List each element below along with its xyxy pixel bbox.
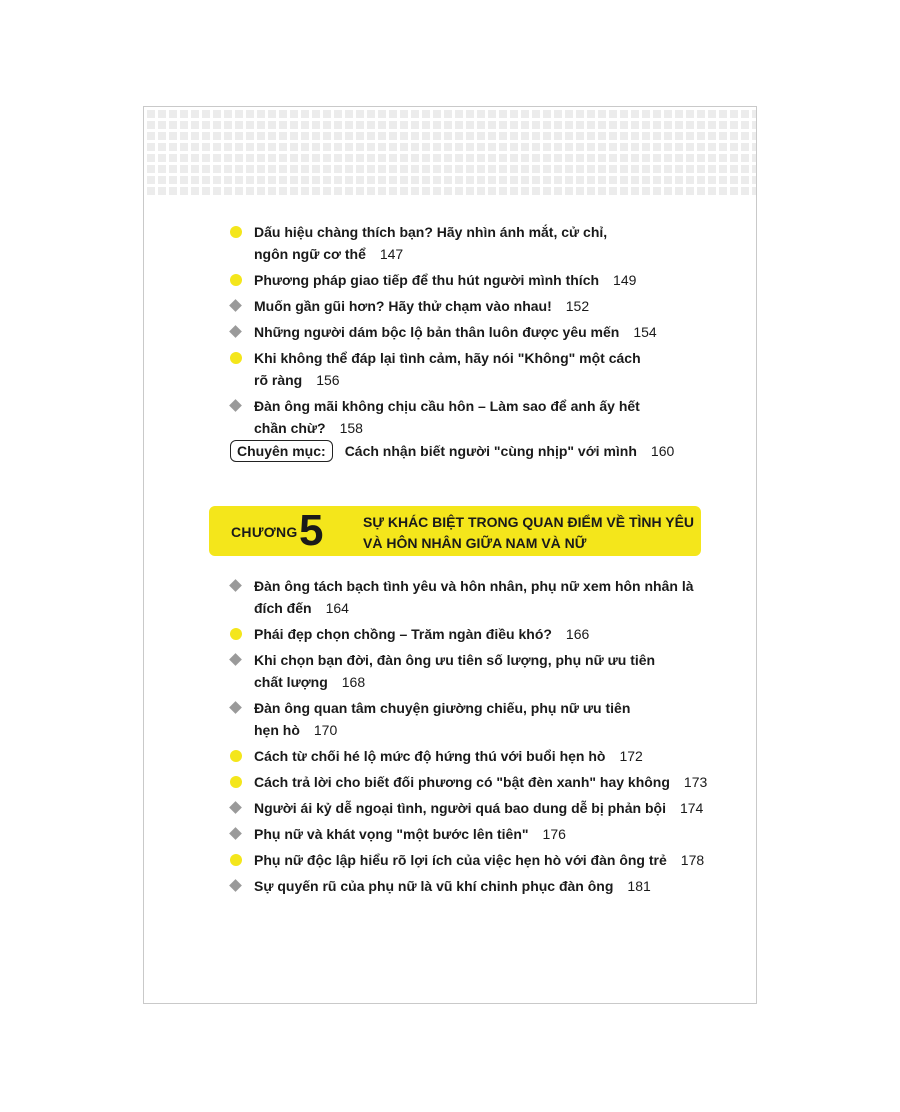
toc-item-text-cont: chất lượng 168 (254, 674, 366, 690)
toc-item-text: Đàn ông mãi không chịu cầu hôn – Làm sao để anh ấy hết (254, 398, 640, 414)
gray-diamond-bullet-icon (229, 325, 242, 338)
toc-item-page: 173 (683, 774, 708, 790)
toc-item-page: 154 (633, 324, 657, 340)
section-entry (230, 440, 674, 462)
toc-item-page: 172 (619, 748, 643, 764)
chapter-label: CHƯƠNG (231, 524, 298, 540)
toc-item-text: Sự quyến rũ của phụ nữ là vũ khí chinh phục đàn ông 181 (254, 878, 651, 894)
yellow-circle-bullet-icon (230, 274, 242, 286)
toc-item-text: Khi chọn bạn đời, đàn ông ưu tiên số lượng, phụ nữ ưu tiên (254, 652, 656, 668)
toc-item-page: 174 (679, 800, 704, 816)
toc-item (230, 797, 707, 819)
toc-item (230, 697, 707, 741)
toc-item-text-cont: rõ ràng 156 (254, 372, 340, 388)
toc-item-page: 147 (379, 246, 404, 262)
toc-item-text: Đàn ông tách bạch tình yêu và hôn nhân, phụ nữ xem hôn nhân là (254, 578, 694, 594)
toc-item (230, 575, 707, 619)
toc-item (230, 295, 657, 317)
header-grid-pattern (144, 107, 756, 197)
toc-item (230, 395, 657, 439)
toc-item-text: Phái đẹp chọn chồng – Trăm ngàn điều khó? 166 (254, 626, 590, 642)
toc-item-text: Dấu hiệu chàng thích bạn? Hãy nhìn ánh mắt, cử chỉ, (254, 224, 608, 240)
toc-item-text: Muốn gần gũi hơn? Hãy thử chạm vào nhau! 152 (254, 298, 590, 314)
toc-item (230, 849, 707, 871)
toc-item-text: Phụ nữ độc lập hiểu rõ lợi ích của việc hẹn hò với đàn ông trẻ 178 (254, 852, 705, 868)
toc-item-page: 164 (325, 600, 349, 616)
toc-item-text-cont: hẹn hò 170 (254, 722, 338, 738)
gray-diamond-bullet-icon (229, 399, 242, 412)
chapter-title-line1: SỰ KHÁC BIỆT TRONG QUAN ĐIỂM VỀ TÌNH YÊU (363, 514, 695, 530)
chapter-banner (209, 506, 701, 556)
toc-item-page: 158 (339, 420, 363, 436)
toc-list-top (230, 221, 657, 443)
toc-item-text-cont: đích đến 164 (254, 600, 349, 616)
toc-item-page: 168 (341, 674, 366, 690)
toc-list-bottom (230, 575, 707, 901)
chapter-number: 5 (299, 506, 324, 555)
toc-item (230, 875, 707, 897)
toc-item-page: 178 (680, 852, 705, 868)
yellow-circle-bullet-icon (230, 854, 242, 866)
gray-diamond-bullet-icon (229, 801, 242, 814)
gray-diamond-bullet-icon (229, 579, 242, 592)
section-tag: Chuyên mục: (230, 440, 333, 462)
book-page (143, 106, 757, 1004)
toc-item-text: Khi không thể đáp lại tình cảm, hãy nói "Không" một cách (254, 350, 641, 366)
toc-item-text: Người ái kỷ dễ ngoại tình, người quá bao dung dễ bị phản bội 174 (254, 800, 704, 816)
toc-item-text: Cách trả lời cho biết đối phương có "bật đèn xanh" hay không 173 (254, 774, 708, 790)
toc-item-page: 170 (313, 722, 338, 738)
toc-item-text: Phụ nữ và khát vọng "một bước lên tiên" 176 (254, 826, 566, 842)
toc-item (230, 321, 657, 343)
yellow-circle-bullet-icon (230, 352, 242, 364)
toc-item-page: 149 (613, 272, 637, 288)
yellow-circle-bullet-icon (230, 628, 242, 640)
toc-item-text: Phương pháp giao tiếp để thu hút người mình thích 149 (254, 272, 637, 288)
yellow-circle-bullet-icon (230, 226, 242, 238)
chapter-title-line2: VÀ HÔN NHÂN GIỮA NAM VÀ NỮ (363, 535, 587, 551)
toc-item-page: 152 (565, 298, 590, 314)
gray-diamond-bullet-icon (229, 827, 242, 840)
toc-item (230, 623, 707, 645)
toc-item (230, 269, 657, 291)
toc-item-text-cont: chần chừ? 158 (254, 420, 363, 436)
toc-item-text: Đàn ông quan tâm chuyện giường chiếu, phụ nữ ưu tiên (254, 700, 631, 716)
toc-item-page: 176 (542, 826, 566, 842)
toc-item-text-cont: ngôn ngữ cơ thể 147 (254, 246, 404, 262)
toc-item-text: Cách từ chối hé lộ mức độ hứng thú với buổi hẹn hò 172 (254, 748, 643, 764)
gray-diamond-bullet-icon (229, 701, 242, 714)
toc-item-text: Những người dám bộc lộ bản thân luôn được yêu mến 154 (254, 324, 657, 340)
toc-item-page: 166 (565, 626, 590, 642)
yellow-circle-bullet-icon (230, 776, 242, 788)
gray-diamond-bullet-icon (229, 653, 242, 666)
toc-item-page: 156 (316, 372, 340, 388)
toc-item-page: 181 (627, 878, 651, 894)
toc-item (230, 745, 707, 767)
toc-item (230, 649, 707, 693)
toc-item (230, 221, 657, 265)
toc-item (230, 823, 707, 845)
section-page: 160 (650, 443, 675, 459)
chapter-title (363, 512, 694, 554)
yellow-circle-bullet-icon (230, 750, 242, 762)
section-title: Cách nhận biết người "cùng nhịp" với mình (344, 443, 637, 459)
gray-diamond-bullet-icon (229, 879, 242, 892)
toc-item (230, 347, 657, 391)
toc-item (230, 771, 707, 793)
gray-diamond-bullet-icon (229, 299, 242, 312)
